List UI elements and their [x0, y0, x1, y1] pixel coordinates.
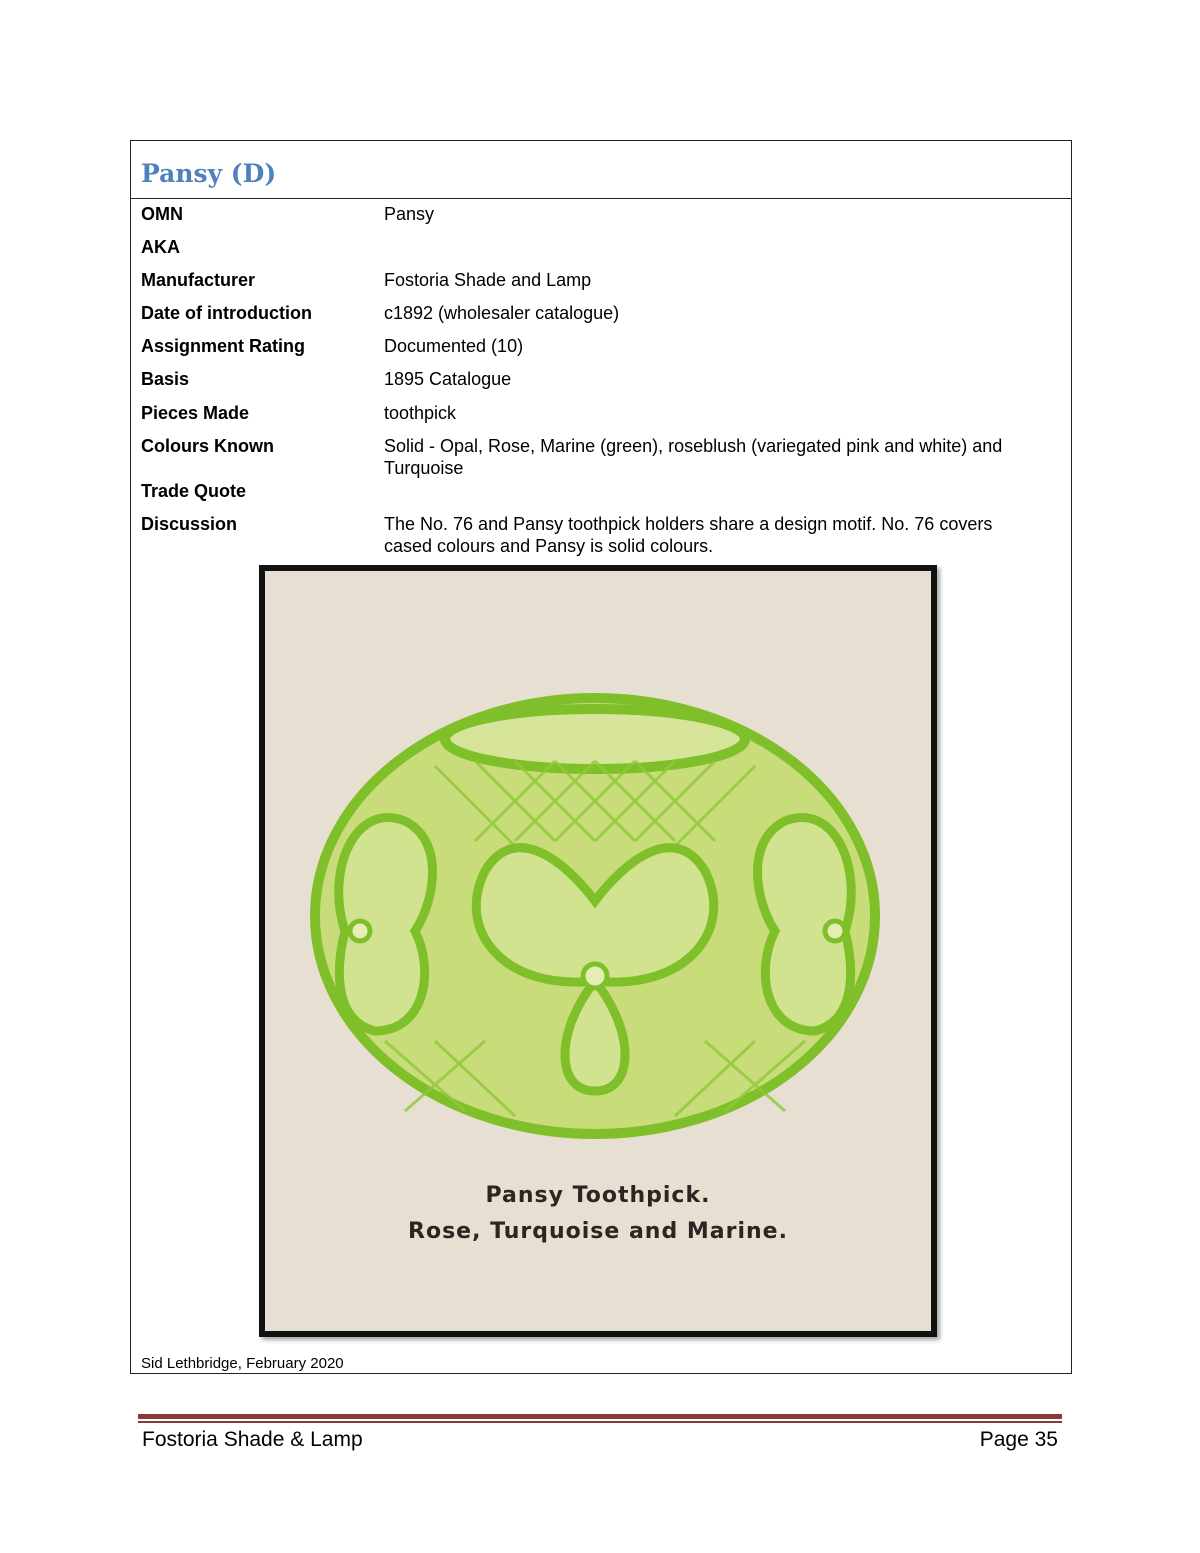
field-label: Basis [141, 369, 190, 389]
field-label: AKA [141, 237, 180, 257]
toothpick-drawing [265, 571, 931, 1331]
footer-rule [138, 1414, 1062, 1419]
page-number: Page 35 [979, 1428, 1058, 1451]
field-value: 1895 Catalogue [384, 369, 512, 389]
entry-box [130, 140, 1072, 1374]
footer-title: Fostoria Shade & Lamp [142, 1428, 363, 1451]
field-value: c1892 (wholesaler catalogue) [384, 303, 620, 323]
field-label: Trade Quote [141, 481, 247, 501]
field-value: Solid - Opal, Rose, Marine (green), roseblush (variegated pink and white) and Turquoise [384, 436, 1003, 478]
footer-rule-thin [138, 1421, 1062, 1423]
field-value: Documented (10) [384, 336, 524, 356]
field-value: toothpick [384, 403, 457, 423]
field-label: Discussion [141, 514, 238, 534]
field-label: Date of introduction [141, 303, 312, 323]
field-value: The No. 76 and Pansy toothpick holders share a design motif. No. 76 covers cased colours and Pansy is solid colours. [384, 514, 993, 556]
field-label: Assignment Rating [141, 336, 306, 356]
field-label: OMN [141, 204, 183, 224]
field-label: Colours Known [141, 436, 274, 456]
caption-colours: Rose, Turquoise and Marine. [408, 1219, 788, 1244]
caption-title: Pansy Toothpick. [485, 1183, 711, 1208]
field-value: Fostoria Shade and Lamp [384, 270, 592, 290]
page-title: Pansy (D) [141, 159, 277, 188]
title-row [131, 141, 1071, 199]
author-credit: Sid Lethbridge, February 2020 [141, 1355, 344, 1372]
catalogue-illustration [259, 565, 937, 1337]
field-label: Manufacturer [141, 270, 256, 290]
field-value: Pansy [384, 204, 435, 224]
field-label: Pieces Made [141, 403, 250, 423]
